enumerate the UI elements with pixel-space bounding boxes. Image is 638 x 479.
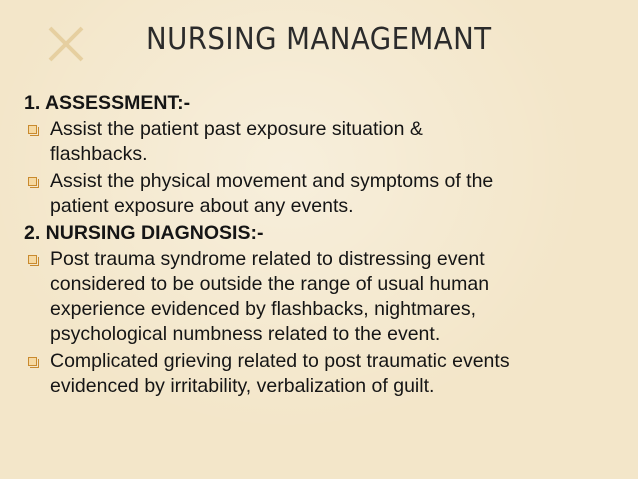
x-cross-icon	[46, 24, 86, 64]
slide-title: NURSING MANAGEMANT	[146, 22, 492, 57]
bullet-item	[24, 349, 624, 399]
bullet-line: evidenced by irritability, verbalization of guilt.	[50, 375, 435, 397]
bullet-line: Assist the patient past exposure situation &	[50, 118, 423, 140]
bullet-line: patient exposure about any events.	[50, 195, 354, 217]
section-nursing-diagnosis	[24, 221, 624, 399]
bullet-item	[24, 247, 624, 347]
bullet-item	[24, 169, 624, 219]
square-bullet-icon	[28, 255, 37, 264]
bullet-line: psychological numbness related to the event.	[50, 323, 441, 345]
square-bullet-icon	[28, 357, 37, 366]
section-heading: 2. NURSING DIAGNOSIS:-	[24, 222, 264, 244]
bullet-line: Post trauma syndrome related to distressing event	[50, 248, 485, 270]
square-bullet-icon	[28, 125, 37, 134]
bullet-item	[24, 117, 624, 167]
bullet-line: Assist the physical movement and symptoms of the	[50, 170, 494, 192]
square-bullet-icon	[28, 177, 37, 186]
bullet-line: flashbacks.	[50, 143, 148, 165]
section-heading: 1. ASSESSMENT:-	[24, 92, 191, 114]
bullet-line: Complicated grieving related to post traumatic events	[50, 350, 510, 372]
bullet-line: experience evidenced by flashbacks, nightmares,	[50, 298, 476, 320]
section-assessment	[24, 91, 624, 219]
bullet-line: considered to be outside the range of usual human	[50, 273, 490, 295]
slide-content	[24, 91, 624, 401]
